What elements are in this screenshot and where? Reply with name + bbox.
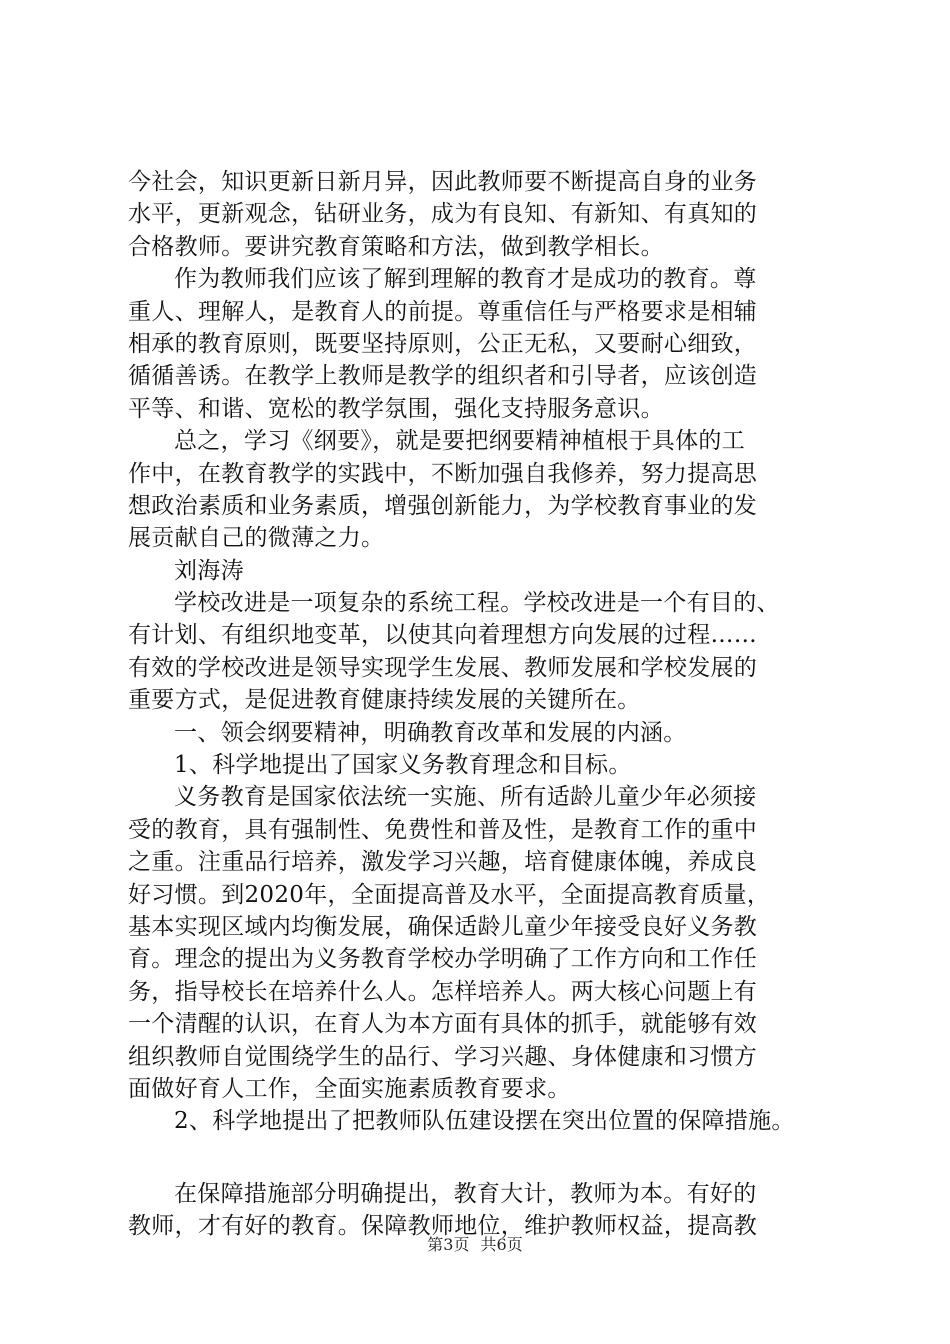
text-line: 2、科学地提出了把教师队伍建设摆在突出位置的保障措施。 xyxy=(174,1108,795,1135)
text-line: 受的教育，具有强制性、免费性和普及性，是教育工作的重中 xyxy=(128,816,758,843)
text-line: 育。理念的提出为义务教育学校办学明确了工作方向和工作任 xyxy=(128,946,758,973)
text-line: 水平，更新观念，钻研业务，成为有良知、有新知、有真知的 xyxy=(128,201,758,228)
text-line: 重要方式，是促进教育健康持续发展的关键所在。 xyxy=(128,687,641,714)
text-line: 平等、和谐、宽松的教学氛围，强化支持服务意识。 xyxy=(128,395,664,422)
text-line: 有计划、有组织地变革，以使其向着理想方向发展的过程…… xyxy=(128,622,758,649)
text-line: 刘海涛 xyxy=(174,557,244,584)
document-body xyxy=(128,166,828,1243)
text-line: 有效的学校改进是领导实现学生发展、教师发展和学校发展的 xyxy=(128,654,758,681)
text-line: 一、领会纲要精神，明确教育改革和发展的内涵。 xyxy=(174,719,687,746)
text-line: 义务教育是国家依法统一实施、所有适龄儿童少年必须接 xyxy=(174,784,757,811)
text-line: 组织教师自觉围绕学生的品行、学习兴趣、身体健康和习惯方 xyxy=(128,1043,758,1070)
text-line: 学校改进是一项复杂的系统工程。学校改进是一个有目的、 xyxy=(174,590,780,617)
text-line: 总之，学习《纲要》，就是要把纲要精神植根于具体的工 xyxy=(174,428,745,455)
text-line: 重人、理解人，是教育人的前提。尊重信任与严格要求是相辅 xyxy=(128,298,758,325)
text-line: 今社会，知识更新日新月异，因此教师要不断提高自身的业务 xyxy=(128,169,758,195)
text-line: 相承的教育原则，既要坚持原则，公正无私，又要耐心细致， xyxy=(128,330,758,357)
text-line: 展贡献自己的微薄之力。 xyxy=(128,525,385,552)
text-line: 面做好育人工作，全面实施素质教育要求。 xyxy=(128,1075,571,1102)
page-footer xyxy=(0,1232,950,1255)
text-line: 之重。注重品行培养，激发学习兴趣，培育健康体魄，养成良 xyxy=(128,849,758,876)
text-line: 作中，在教育教学的实践中，不断加强自我修养，努力提高思 xyxy=(128,460,758,487)
page-total: 共6页 xyxy=(480,1235,523,1254)
text-line: 教师，才有好的教育。保障教师地位，维护教师权益，提高教 xyxy=(128,1213,758,1240)
text-line: 想政治素质和业务素质，增强创新能力，为学校教育事业的发 xyxy=(128,492,758,519)
text-line: 务，指导校长在培养什么人。怎样培养人。两大核心问题上有 xyxy=(128,978,758,1005)
text-line: 基本实现区域内均衡发展，确保适龄儿童少年接受良好义务教 xyxy=(128,913,758,940)
text-line: 作为教师我们应该了解到理解的教育才是成功的教育。尊 xyxy=(174,266,757,293)
paragraph-gap xyxy=(128,1138,828,1178)
text-line: 好习惯。到2020年，全面提高普及水平，全面提高教育质量， xyxy=(128,881,771,908)
text-line: 合格教师。要讲究教育策略和方法，做到教学相长。 xyxy=(128,233,664,260)
text-line: 循循善诱。在教学上教师是教学的组织者和引导者，应该创造 xyxy=(128,363,758,390)
text-line: 一个清醒的认识，在育人为本方面有具体的抓手，就能够有效 xyxy=(128,1011,758,1038)
page-number: 第3页 xyxy=(427,1235,470,1254)
text-line: 1、科学地提出了国家义务教育理念和目标。 xyxy=(174,752,632,779)
text-line: 在保障措施部分明确提出，教育大计，教师为本。有好的 xyxy=(174,1180,757,1207)
